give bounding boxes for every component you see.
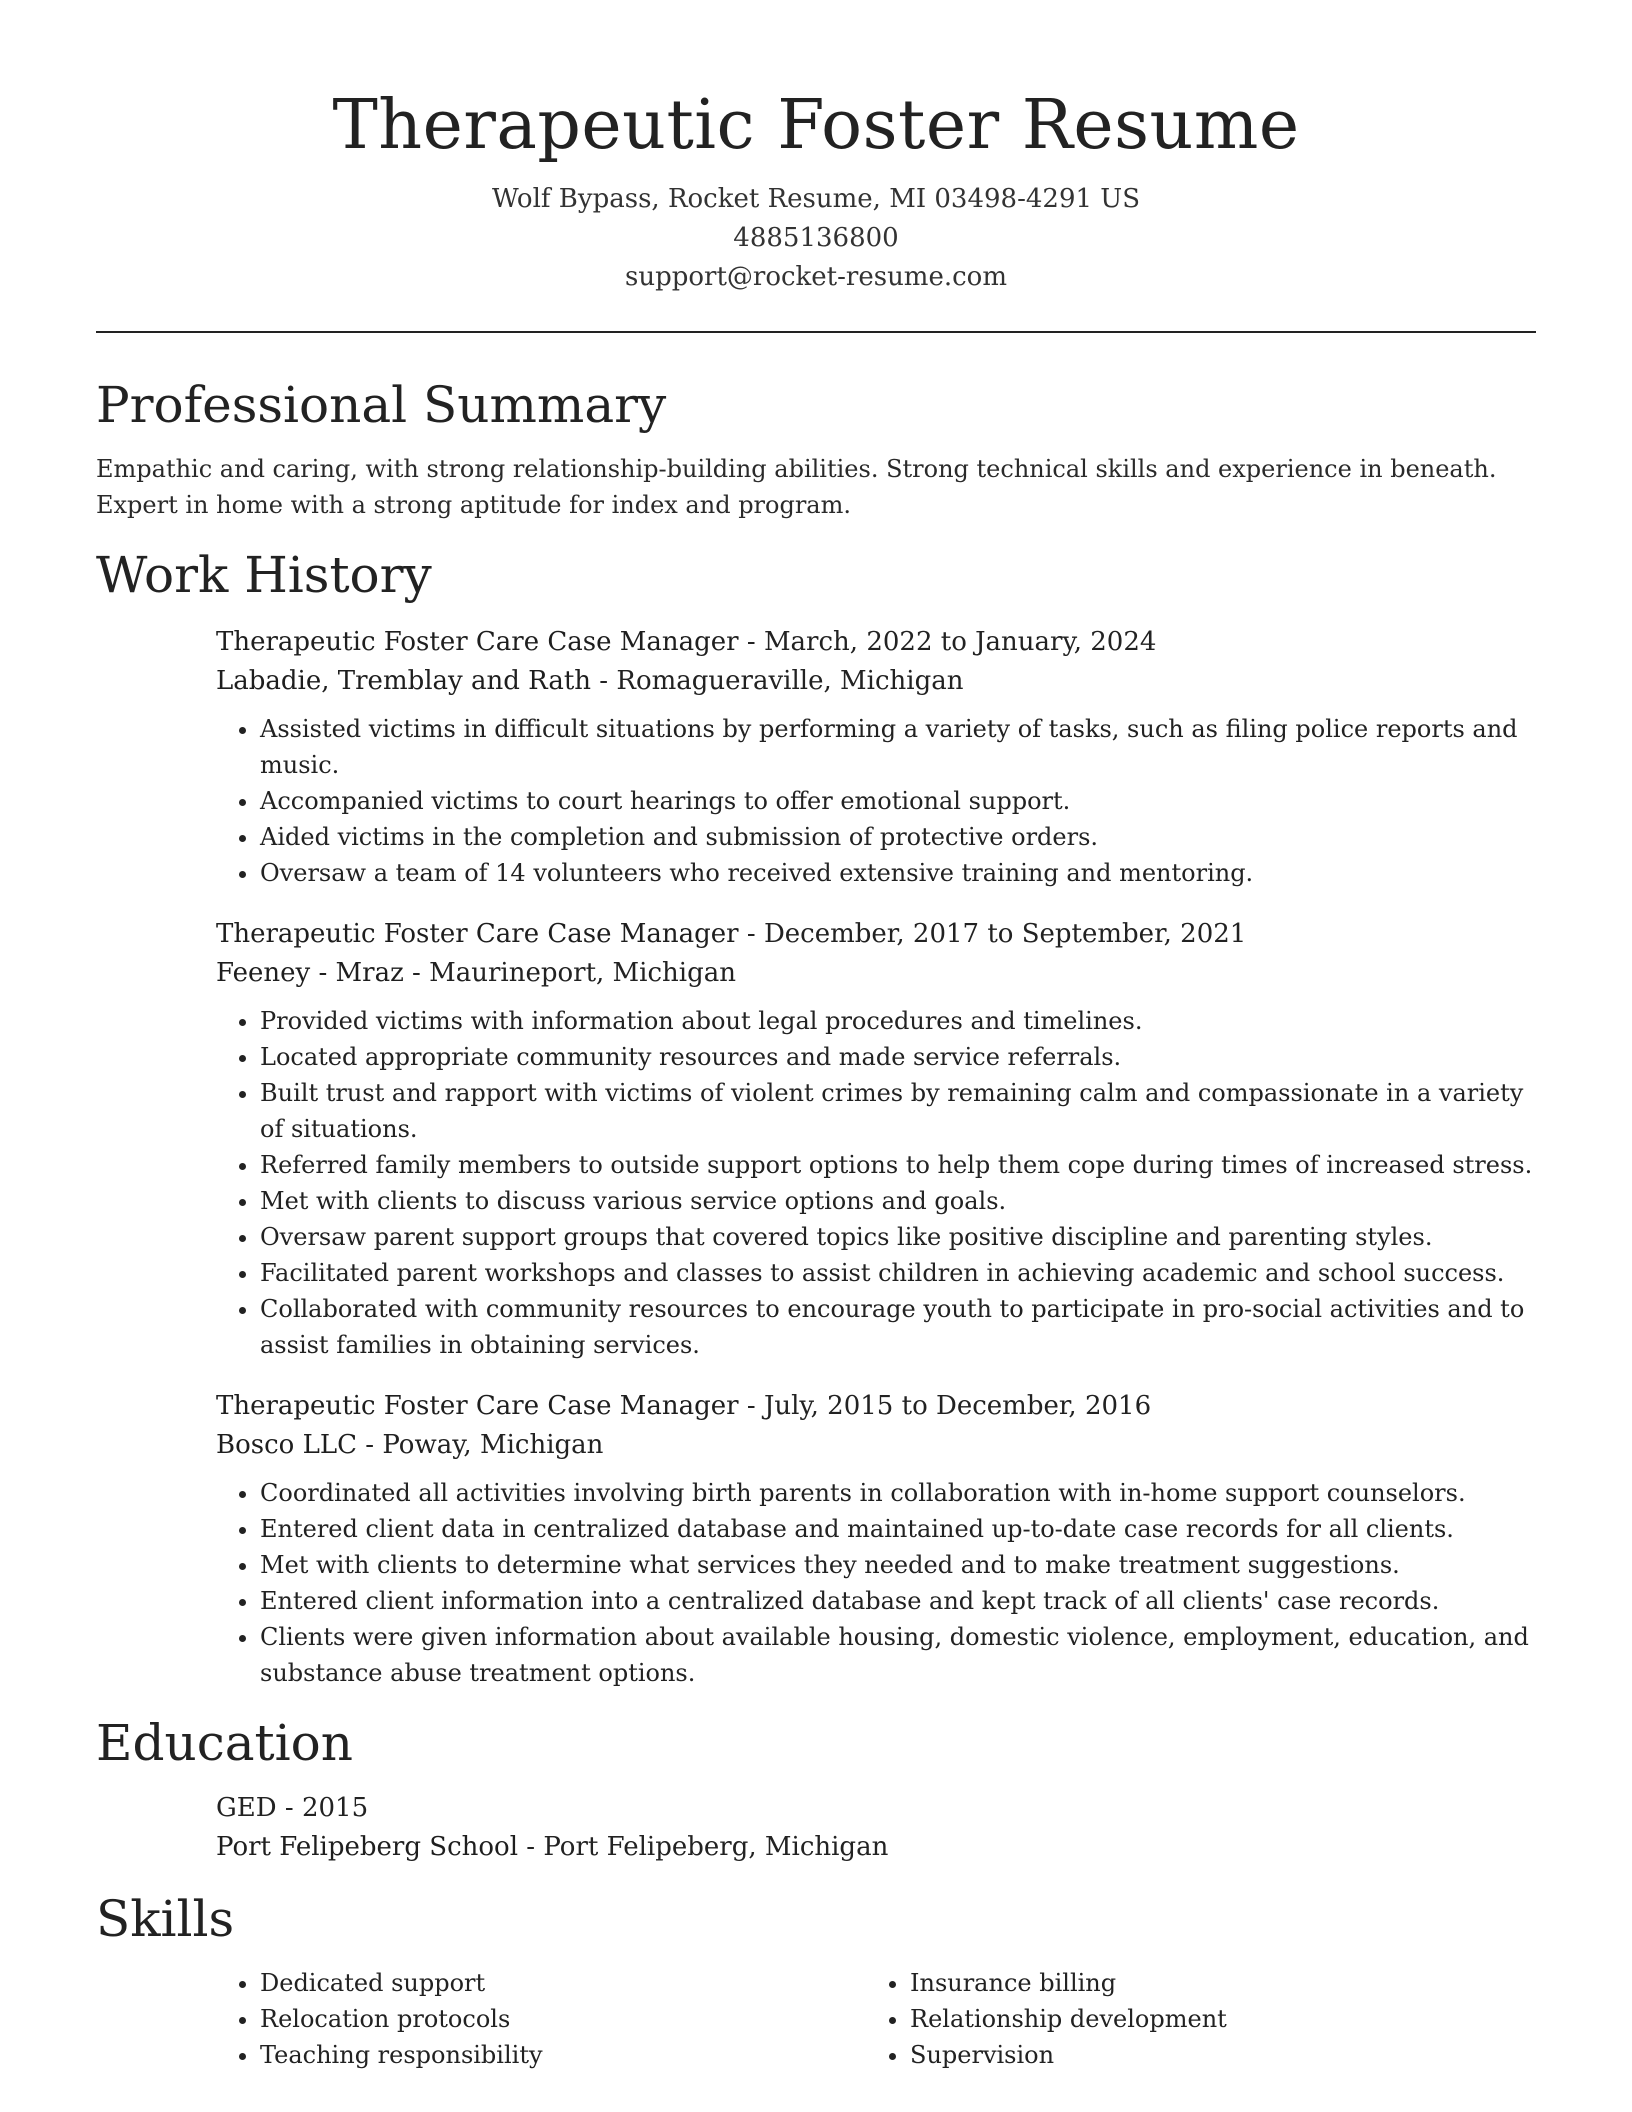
job-dates: March, 2022 to January, 2024 [763, 627, 1157, 657]
education-entry [216, 1789, 1536, 1867]
work-history-heading: Work History [96, 546, 432, 604]
job-entry [216, 1387, 1536, 1691]
job-title-line: Therapeutic Foster Care Case Manager - July, 2015 to December, 2016 [216, 1391, 1152, 1421]
list-item: • Oversaw a team of 14 volunteers who received extensive training and mentoring. [260, 855, 1536, 891]
job-title: Therapeutic Foster Care Case Manager [216, 1391, 739, 1421]
skill-item: • Insurance billing [910, 1965, 1516, 2001]
company-location: Poway, Michigan [382, 1430, 604, 1460]
list-item: • Located appropriate community resources and made service referrals. [260, 1039, 1536, 1075]
job-title: Therapeutic Foster Care Case Manager [216, 627, 739, 657]
company-location: Maurineport, Michigan [429, 958, 737, 988]
list-item: • Coordinated all activities involving birth parents in collaboration with in-home support counselors. [260, 1475, 1536, 1511]
list-item: • Clients were given information about available housing, domestic violence, employment, education, and substance abuse treatment options. [260, 1619, 1536, 1691]
skill-item: • Teaching responsibility [260, 2037, 866, 2073]
header-divider [96, 331, 1536, 333]
job-bullets [216, 1475, 1536, 1691]
school-location: Port Felipeberg, Michigan [543, 1832, 889, 1862]
degree-line: GED - 2015 [216, 1793, 369, 1823]
job-title: Therapeutic Foster Care Case Manager [216, 919, 739, 949]
job-company-line: Bosco LLC - Poway, Michigan [216, 1430, 604, 1460]
skills-section [96, 1887, 1536, 2073]
list-item: • Collaborated with community resources to encourage youth to participate in pro-social activities and to assist families in obtaining services. [260, 1291, 1536, 1363]
company-name: Bosco LLC [216, 1430, 358, 1460]
skills-heading: Skills [96, 1890, 235, 1948]
list-item: • Referred family members to outside support options to help them cope during times of increased stress. [260, 1147, 1536, 1183]
company-location: Romagueraville, Michigan [616, 666, 964, 696]
list-item: • Facilitated parent workshops and classes to assist children in achieving academic and school success. [260, 1255, 1536, 1291]
list-item: • Entered client data in centralized database and maintained up-to-date case records for all clients. [260, 1511, 1536, 1547]
skill-item: • Supervision [910, 2037, 1516, 2073]
job-entry [216, 623, 1536, 891]
address: Wolf Bypass, Rocket Resume, MI 03498-4291 US [491, 184, 1141, 214]
list-item: • Accompanied victims to court hearings to offer emotional support. [260, 783, 1536, 819]
list-item: • Met with clients to determine what services they needed and to make treatment suggestions. [260, 1547, 1536, 1583]
job-entry [216, 915, 1536, 1363]
skill-item: • Relationship development [910, 2001, 1516, 2037]
skills-column-right [866, 1965, 1516, 2073]
job-title-line: Therapeutic Foster Care Case Manager - December, 2017 to September, 2021 [216, 919, 1247, 949]
work-history-section [96, 543, 1536, 1691]
list-item: • Met with clients to discuss various service options and goals. [260, 1183, 1536, 1219]
list-item: • Built trust and rapport with victims of violent crimes by remaining calm and compassionate in a variety of situations. [260, 1075, 1536, 1147]
degree: GED [216, 1793, 277, 1823]
skill-item: • Relocation protocols [260, 2001, 866, 2037]
education-heading: Education [96, 1714, 353, 1772]
job-title-line: Therapeutic Foster Care Case Manager - March, 2022 to January, 2024 [216, 627, 1157, 657]
email-address: support@rocket-resume.com [624, 262, 1007, 292]
company-name: Feeney - Mraz [216, 958, 404, 988]
graduation-year: 2015 [301, 1793, 369, 1823]
list-item: • Aided victims in the completion and submission of protective orders. [260, 819, 1536, 855]
job-dates: July, 2015 to December, 2016 [763, 1391, 1152, 1421]
job-bullets [216, 711, 1536, 891]
job-company-line: Feeney - Mraz - Maurineport, Michigan [216, 958, 737, 988]
phone-number: 4885136800 [733, 223, 899, 253]
list-item: • Oversaw parent support groups that covered topics like positive discipline and parenting styles. [260, 1219, 1536, 1255]
job-bullets [216, 1003, 1536, 1363]
summary-heading: Professional Summary [96, 376, 667, 434]
job-dates: December, 2017 to September, 2021 [763, 919, 1247, 949]
contact-info [0, 180, 1632, 297]
list-item: • Entered client information into a centralized database and kept track of all clients' case records. [260, 1583, 1536, 1619]
skill-item: • Dedicated support [260, 1965, 866, 2001]
summary-section [96, 373, 1536, 523]
job-company-line: Labadie, Tremblay and Rath - Romagueraville, Michigan [216, 666, 964, 696]
skills-column-left [216, 1965, 866, 2073]
summary-text: Empathic and caring, with strong relationship-building abilities. Strong technical skills and experience in beneath. Expert in home with a strong aptitude for index and program. [96, 455, 1497, 519]
list-item: • Assisted victims in difficult situations by performing a variety of tasks, such as filing police reports and music. [260, 711, 1536, 783]
list-item: • Provided victims with information about legal procedures and timelines. [260, 1003, 1536, 1039]
school-name: Port Felipeberg School [216, 1832, 519, 1862]
resume-title: Therapeutic Foster Resume [332, 86, 1300, 165]
resume-header [0, 0, 1632, 297]
education-section [96, 1711, 1536, 1867]
skills-grid [216, 1965, 1536, 2073]
school-line: Port Felipeberg School - Port Felipeberg, Michigan [216, 1832, 889, 1862]
company-name: Labadie, Tremblay and Rath [216, 666, 592, 696]
